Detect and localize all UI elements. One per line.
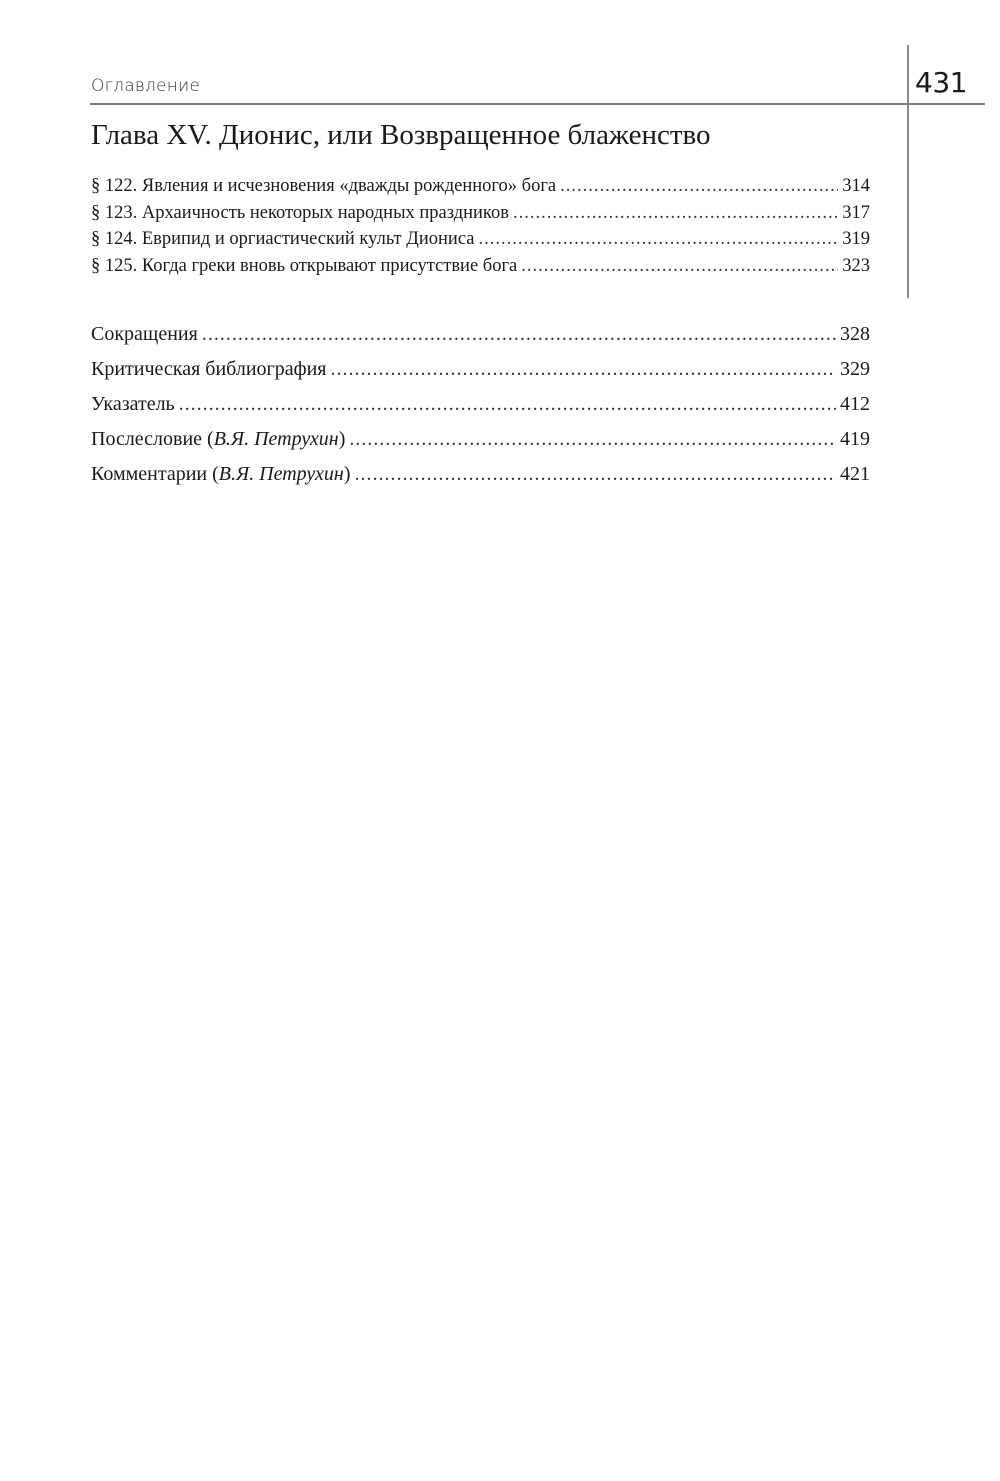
chapter-section-list — [91, 176, 870, 282]
toc-entry-page: 412 — [840, 393, 870, 415]
dot-leader — [202, 323, 836, 346]
back-matter-list — [91, 323, 870, 498]
toc-entry-abbreviations[interactable] — [91, 323, 870, 358]
dot-leader — [560, 176, 838, 197]
toc-entry-label: Критическая библиография — [91, 358, 327, 380]
dot-leader — [478, 229, 838, 250]
dot-leader — [330, 358, 836, 381]
margin-vertical-rule — [907, 45, 909, 298]
toc-entry-label: Комментарии (В.Я. Петрухин) — [91, 463, 351, 485]
toc-entry-page: 329 — [840, 358, 870, 380]
chapter-title: Глава XV. Дионис, или Возвращенное блаженство — [91, 119, 711, 151]
toc-entry-page: 317 — [842, 202, 870, 223]
dot-leader — [513, 203, 838, 224]
running-head: Оглавление — [91, 76, 201, 96]
toc-entry-bibliography[interactable] — [91, 358, 870, 393]
toc-entry-index[interactable] — [91, 393, 870, 428]
toc-entry-label: Послесловие (В.Я. Петрухин) — [91, 428, 346, 450]
toc-entry-page: 314 — [842, 176, 870, 196]
toc-entry-page: 419 — [840, 428, 870, 450]
toc-entry-label: § 124. Еврипид и оргиастический культ Диониса — [91, 229, 475, 249]
toc-entry-commentary[interactable] — [91, 463, 870, 498]
author-name: В.Я. Петрухин — [213, 428, 339, 450]
toc-entry-label: § 122. Явления и исчезновения «дважды рожденного» бога — [91, 176, 557, 196]
dot-leader — [349, 428, 836, 451]
dot-leader — [354, 463, 836, 486]
toc-entry-afterword[interactable] — [91, 428, 870, 463]
toc-entry[interactable] — [91, 203, 870, 230]
toc-entry-page: 323 — [842, 255, 870, 276]
toc-entry[interactable] — [91, 229, 870, 256]
toc-entry[interactable] — [91, 176, 870, 203]
page-number: 431 — [915, 66, 967, 99]
dot-leader — [179, 393, 836, 416]
toc-entry-label: Сокращения — [91, 323, 198, 345]
toc-entry-page: 319 — [842, 229, 870, 249]
toc-entry-label: Указатель — [91, 393, 175, 415]
header-horizontal-rule — [90, 103, 985, 105]
toc-entry-page: 328 — [840, 323, 870, 345]
toc-entry-label: § 123. Архаичность некоторых народных праздников — [91, 202, 509, 223]
toc-entry-label: § 125. Когда греки вновь открывают присутствие бога — [91, 255, 518, 276]
author-name: В.Я. Петрухин — [218, 463, 344, 485]
dot-leader — [521, 256, 838, 277]
toc-entry[interactable] — [91, 256, 870, 283]
toc-entry-page: 421 — [840, 463, 870, 485]
